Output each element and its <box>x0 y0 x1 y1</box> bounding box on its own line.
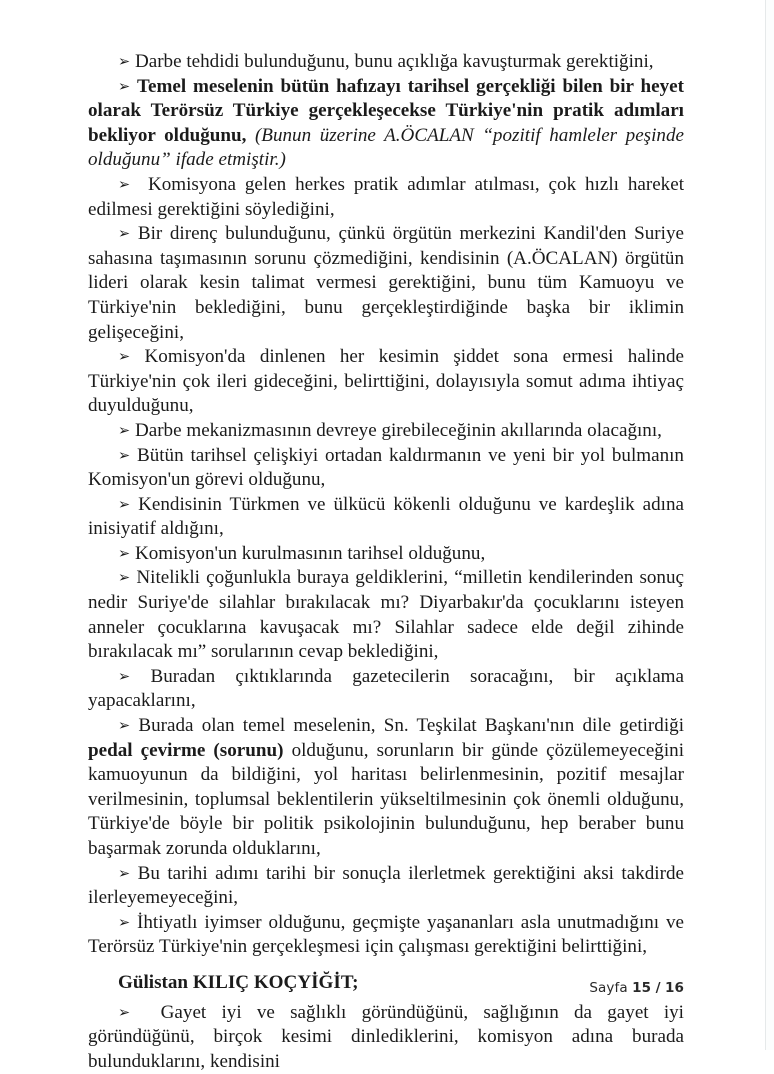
bullet-paragraph-mixed <box>88 714 684 862</box>
arrow-bullet-icon: ➢ <box>118 78 131 95</box>
paragraph-text: Komisyon'un kurulmasının tarihsel olduğunu, <box>134 542 486 564</box>
paragraph-text: Nitelikli çoğunlukla buraya geldiklerini, “milletin kendilerinden sonuç nedir Suriye'de silahlar bırakılacak mı? Diyarbakır'da çocuklarını isteyen anneler çocuklarına kavuşacak mı? Silahlar sadece elde değil zihinde bırakılacak mı” sorularının cevap beklediğini, <box>88 567 684 663</box>
page-edge-line <box>765 0 766 1050</box>
paragraph-text: Bu tarihi adımı tarihi bir sonuçla ilerletmek gerektiğini aksi takdirde ilerleyemeyeceğini, <box>88 862 684 909</box>
paragraph-bold-text: Temel meselenin bütün hafızayı tarihsel gerçekliği bilen bir heyet olarak Terörsüz Türkiye gerçekleşecekse Türkiye'nin pratik adımları bekliyor olduğunu, <box>88 75 684 146</box>
paragraph-text: Gayet iyi ve sağlıklı göründüğünü, sağlığının da gayet iyi göründüğünü, birçok kesimi dinlediklerini, komisyon adına burada bulunduklarını, kendisini <box>88 1001 684 1072</box>
paragraph-tail-text: olduğunu, sorunların bir günde çözülemeyeceğini kamuoyunun da bildiğini, yol haritası belirlenmesinin, pozitif mesajlar verilmesinin, toplumsal beklentilerin yükseltilmesinin çok önemli olduğunu, Türkiye'de böyle bir politik psikolojinin bulunduğunu, hep beraber bunu başarmak zorunda olduklarını, <box>88 739 685 859</box>
paragraph-text: Komisyona gelen herkes pratik adımlar atılması, çok hızlı hareket edilmesi gerektiğini söylediğini, <box>88 173 685 220</box>
paragraph-lead-text: Burada olan temel meselenin, Sn. Teşkilat Başkanı'nın dile getirdiği <box>138 715 684 737</box>
bullet-paragraph <box>88 493 684 542</box>
page-edge-shadow <box>766 0 774 1050</box>
paragraph-text: İhtiyatlı iyimser olduğunu, geçmişte yaşananları asla unutmadığını ve Terörsüz Türkiye'nin gerçekleşmesi için çalışması gerektiğini belirttiğini, <box>88 911 684 958</box>
arrow-bullet-icon: ➢ <box>118 545 131 562</box>
bullet-paragraph <box>88 222 684 345</box>
arrow-bullet-icon: ➢ <box>118 1004 131 1021</box>
arrow-bullet-icon: ➢ <box>118 176 131 193</box>
section-spacer <box>88 960 684 971</box>
bullet-paragraph <box>88 444 684 493</box>
paragraph-bold-phrase: pedal çevirme (sorunu) <box>88 739 284 761</box>
arrow-bullet-icon: ➢ <box>118 496 131 513</box>
arrow-bullet-icon: ➢ <box>118 422 131 439</box>
bullet-paragraph <box>88 1001 684 1074</box>
paragraph-text: Komisyon'da dinlenen her kesimin şiddet sona ermesi halinde Türkiye'nin çok ileri gideceğini, belirttiğini, dolayısıyla somut adıma ihtiyaç duyulduğunu, <box>88 346 685 417</box>
paragraph-text: Bir direnç bulunduğunu, çünkü örgütün merkezini Kandil'den Suriye sahasına taşımasının sorunu çözmediğini, kendisinin (A.ÖCALAN) örgütün lideri olarak kesin talimat vermesi gerektiğini, bunu tüm Kamuoyu ve Türkiye'nin beklediğini, bunu gerçekleştirdiğinde başka bir iklimin gelişeceğini, <box>88 223 684 343</box>
speaker-surname: KILIÇ KOÇYİĞİT; <box>192 971 359 993</box>
footer-page-label: Sayfa <box>589 980 628 996</box>
footer-current-page: 15 <box>632 980 652 996</box>
arrow-bullet-icon: ➢ <box>118 226 131 243</box>
paragraph-text: Darbe tehdidi bulunduğunu, bunu açıklığa kavuşturmak gerektiğini, <box>134 51 654 72</box>
paragraph-text: Bütün tarihsel çelişkiyi ortadan kaldırmanın ve yeni bir yol bulmanın Komisyon'un görevi olduğunu, <box>88 444 684 491</box>
paragraph-text: Buradan çıktıklarında gazetecilerin soracağını, bir açıklama yapacaklarını, <box>88 665 684 712</box>
paragraph-italic-note: (Bunun üzerine A.ÖCALAN “pozitif hamleler peşinde olduğunu” ifade etmiştir.) <box>88 124 684 171</box>
arrow-bullet-icon: ➢ <box>118 914 131 931</box>
arrow-bullet-icon: ➢ <box>118 668 131 685</box>
bullet-paragraph <box>88 345 684 419</box>
paragraph-text: Kendisinin Türkmen ve ülkücü kökenli olduğunu ve kardeşlik adına inisiyatif aldığını, <box>88 493 684 540</box>
arrow-bullet-icon: ➢ <box>118 865 131 882</box>
bullet-paragraph <box>88 419 684 444</box>
arrow-bullet-icon: ➢ <box>118 718 131 735</box>
speaker-first-name: Gülistan <box>118 971 193 993</box>
paragraph-text: Darbe mekanizmasının devreye girebileceğinin akıllarında olacağını, <box>134 419 662 441</box>
arrow-bullet-icon: ➢ <box>118 570 131 587</box>
bullet-paragraph <box>88 542 684 567</box>
arrow-bullet-icon: ➢ <box>118 349 131 366</box>
arrow-bullet-icon: ➢ <box>118 447 131 464</box>
document-body <box>88 50 684 1074</box>
bullet-paragraph <box>88 862 684 911</box>
bullet-paragraph <box>88 50 684 75</box>
bullet-paragraph <box>88 173 684 222</box>
bullet-paragraph-bold <box>88 75 684 173</box>
footer-page-separator: / <box>655 980 661 996</box>
page-footer <box>88 980 684 996</box>
bullet-paragraph <box>88 665 684 714</box>
bullet-paragraph <box>88 911 684 960</box>
arrow-bullet-icon: ➢ <box>118 54 131 70</box>
bullet-paragraph <box>88 566 684 664</box>
footer-total-pages: 16 <box>665 980 684 996</box>
